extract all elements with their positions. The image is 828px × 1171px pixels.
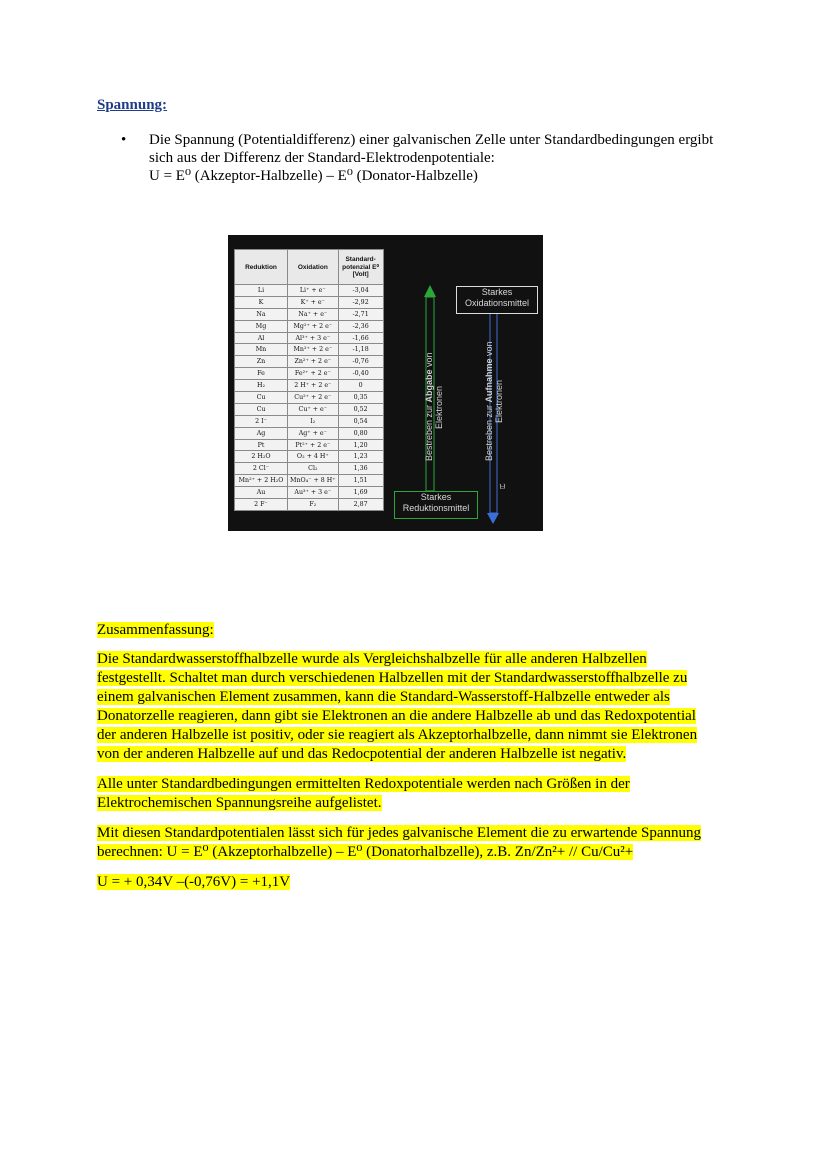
summary-line: einem galvanischen Element zusammen, kann die Standard-Wasserstoff-Halbzelle entweder als xyxy=(97,689,670,705)
left-arrow-label xyxy=(424,339,444,475)
summary-line: der anderen Halbzelle ist positiv, oder sie reagiert als Akzeptorhalbzelle, dann nimmt sie Elektronen xyxy=(97,727,698,743)
right-label-pre: Bestreben zur xyxy=(484,402,494,461)
page-heading: Spannung: xyxy=(97,97,168,113)
oxidation-cell: Mg²⁺ + 2 e⁻ xyxy=(288,320,339,332)
blue-arrow-head xyxy=(487,513,499,524)
table-row xyxy=(235,463,384,475)
header-oxidation: Oxidation xyxy=(288,250,339,285)
left-label-pre: Bestreben zur xyxy=(424,402,434,462)
reduktion-cell: 2 Cl⁻ xyxy=(235,463,288,475)
table-row xyxy=(235,344,384,356)
summary-result: U = + 0,34V –(-0,76V) = +1,1V xyxy=(97,874,291,890)
bullet-dot: • xyxy=(121,132,127,148)
potential-cell: -1,66 xyxy=(338,332,383,344)
reduktion-cell: Au xyxy=(235,487,288,499)
bullet-line-1: Die Spannung (Potentialdifferenz) einer galvanischen Zelle unter Standardbedingungen ergibt xyxy=(149,132,714,148)
reduktion-cell: Al xyxy=(235,332,288,344)
potential-cell: 0,52 xyxy=(338,403,383,415)
table-row xyxy=(235,296,384,308)
summary-paragraph-1 xyxy=(97,650,737,764)
oxidation-cell: Cl₂ xyxy=(288,463,339,475)
oxidation-cell: Al³⁺ + 3 e⁻ xyxy=(288,332,339,344)
oxidation-cell: Au³⁺ + 3 e⁻ xyxy=(288,487,339,499)
reduktion-cell: Li xyxy=(235,285,288,297)
table-row xyxy=(235,475,384,487)
potential-cell: 0 xyxy=(338,380,383,392)
reductant-line-2: Reduktionsmittel xyxy=(402,503,470,513)
table-row xyxy=(235,285,384,297)
left-label-line2: Elektronen xyxy=(434,385,444,429)
header-reduktion: Reduktion xyxy=(235,250,288,285)
right-arrow-label xyxy=(484,331,504,471)
oxidation-cell: K⁺ + e⁻ xyxy=(288,296,339,308)
table-row xyxy=(235,415,384,427)
oxidation-cell: Mn²⁺ + 2 e⁻ xyxy=(288,344,339,356)
small-mark: ㅂ xyxy=(498,483,507,493)
table-row xyxy=(235,451,384,463)
bullet-line-2: sich aus der Differenz der Standard-Elektrodenpotentiale: xyxy=(149,150,495,166)
oxidation-cell: Cu⁺ + e⁻ xyxy=(288,403,339,415)
potential-cell: 0,54 xyxy=(338,415,383,427)
potential-cell: -2,71 xyxy=(338,308,383,320)
reduktion-cell: Pt xyxy=(235,439,288,451)
reduktion-cell: Fe xyxy=(235,368,288,380)
potential-cell: 1,51 xyxy=(338,475,383,487)
table-row xyxy=(235,332,384,344)
right-label-bold: Aufnahme xyxy=(484,358,494,403)
oxidation-cell: Cu²⁺ + 2 e⁻ xyxy=(288,392,339,404)
summary-line: Donatorzelle reagieren, dann gibt sie Elektronen an die andere Halbzelle ab und das Redoxpotential xyxy=(97,708,696,724)
potential-cell: 2,87 xyxy=(338,499,383,511)
reductant-box xyxy=(394,491,478,519)
green-arrow-head xyxy=(424,285,436,297)
potential-cell: -0,40 xyxy=(338,368,383,380)
oxidant-line-2: Oxidationsmittel xyxy=(464,298,530,308)
potential-cell: -1,18 xyxy=(338,344,383,356)
summary-title-block xyxy=(97,621,737,640)
summary-result-block xyxy=(97,873,737,892)
summary-line: berechnen: U = E⁰ (Akzeptorhalbzelle) – E⁰ (Donatorhalbzelle), z.B. Zn/Zn²+ // Cu/Cu²+ xyxy=(97,844,634,860)
potential-cell: 1,20 xyxy=(338,439,383,451)
oxidation-cell: Fe²⁺ + 2 e⁻ xyxy=(288,368,339,380)
potential-cell: -3,04 xyxy=(338,285,383,297)
table-row xyxy=(235,403,384,415)
summary-line: Alle unter Standardbedingungen ermittelten Redoxpotentiale werden nach Größen in der xyxy=(97,776,630,792)
reduktion-cell: Mg xyxy=(235,320,288,332)
potential-cell: 0,35 xyxy=(338,392,383,404)
oxidation-cell: 2 H⁺ + 2 e⁻ xyxy=(288,380,339,392)
table-row xyxy=(235,487,384,499)
oxidation-cell: O₂ + 4 H⁺ xyxy=(288,451,339,463)
reduktion-cell: 2 I⁻ xyxy=(235,415,288,427)
left-label-bold: Abgabe xyxy=(424,369,434,403)
header-potential: Standard-potenzial E⁰ [Volt] xyxy=(338,250,383,285)
reduktion-cell: Ag xyxy=(235,427,288,439)
oxidation-cell: Zn²⁺ + 2 e⁻ xyxy=(288,356,339,368)
table-row xyxy=(235,392,384,404)
table-row xyxy=(235,427,384,439)
summary-line: Mit diesen Standardpotentialen lässt sich für jedes galvanische Element die zu erwartende Spannung xyxy=(97,825,701,841)
potential-cell: -2,36 xyxy=(338,320,383,332)
table-row xyxy=(235,439,384,451)
oxidant-line-1: Starkes xyxy=(481,287,513,297)
table-row xyxy=(235,368,384,380)
reduktion-cell: Cu xyxy=(235,392,288,404)
summary-paragraph-2 xyxy=(97,775,737,813)
potential-cell: -0,76 xyxy=(338,356,383,368)
potential-cell: 1,23 xyxy=(338,451,383,463)
summary-line: Die Standardwasserstoffhalbzelle wurde als Vergleichshalbzelle für alle anderen Halbzellen xyxy=(97,651,647,667)
oxidation-cell: F₂ xyxy=(288,499,339,511)
table-row xyxy=(235,380,384,392)
reduktion-cell: Zn xyxy=(235,356,288,368)
oxidation-cell: Li⁺ + e⁻ xyxy=(288,285,339,297)
oxidation-cell: MnO₄⁻ + 8 H⁺ xyxy=(288,475,339,487)
reductant-line-1: Starkes xyxy=(420,492,452,502)
electrochemical-series-figure xyxy=(228,235,543,531)
summary-line: festgestellt. Schaltet man durch verschiedenen Halbzellen mit der Standardwasserstoffhalbzelle zu xyxy=(97,670,688,686)
summary-line: von der anderen Halbzelle auf und das Redocpotential der anderen Halbzelle ist negativ. xyxy=(97,746,627,762)
oxidation-cell: I₂ xyxy=(288,415,339,427)
summary-line: Elektrochemischen Spannungsreihe aufgelistet. xyxy=(97,795,382,811)
potential-cell: 0,80 xyxy=(338,427,383,439)
summary-title: Zusammenfassung: xyxy=(97,622,214,638)
reduktion-cell: Mn xyxy=(235,344,288,356)
right-label-post: von xyxy=(484,341,494,359)
potential-cell: -2,92 xyxy=(338,296,383,308)
reduktion-cell: 2 F⁻ xyxy=(235,499,288,511)
table-row xyxy=(235,320,384,332)
table-row xyxy=(235,499,384,511)
oxidation-cell: Pt²⁺ + 2 e⁻ xyxy=(288,439,339,451)
table-row xyxy=(235,356,384,368)
voltage-bullet xyxy=(121,131,741,185)
summary-paragraph-3 xyxy=(97,824,737,862)
oxidant-box xyxy=(456,286,538,314)
potential-cell: 1,36 xyxy=(338,463,383,475)
reduktion-cell: H₂ xyxy=(235,380,288,392)
potential-table xyxy=(234,249,384,511)
potential-cell: 1,69 xyxy=(338,487,383,499)
reduktion-cell: Cu xyxy=(235,403,288,415)
reduktion-cell: K xyxy=(235,296,288,308)
bullet-formula: U = E⁰ (Akzeptor-Halbzelle) – E⁰ (Donator-Halbzelle) xyxy=(149,168,478,184)
oxidation-cell: Na⁺ + e⁻ xyxy=(288,308,339,320)
left-label-post: von xyxy=(424,352,434,370)
right-label-line2: Elektronen xyxy=(494,379,504,423)
oxidation-cell: Ag⁺ + e⁻ xyxy=(288,427,339,439)
reduktion-cell: Na xyxy=(235,308,288,320)
table-row xyxy=(235,308,384,320)
reduktion-cell: 2 H₂O xyxy=(235,451,288,463)
reduktion-cell: Mn²⁺ + 2 H₂O xyxy=(235,475,288,487)
